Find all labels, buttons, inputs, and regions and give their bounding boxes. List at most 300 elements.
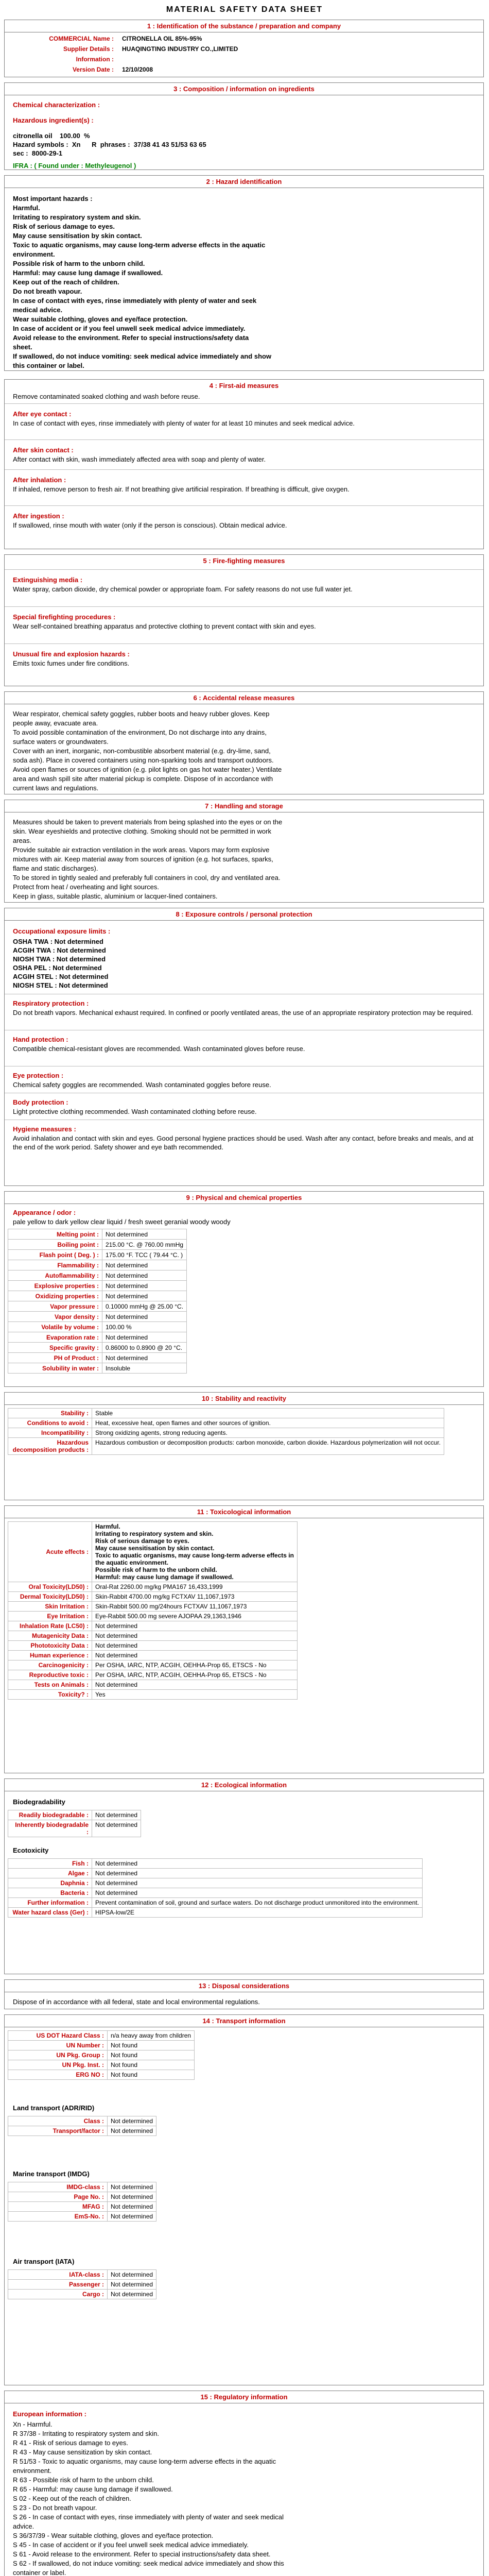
limit-item: NIOSH STEL : Not determined <box>13 981 108 989</box>
row-label: Flammability : <box>8 1260 102 1270</box>
row-value: Oral-Rat 2260.00 mg/kg PMA167 16,433,1999 <box>92 1582 298 1592</box>
row-value: Not determined <box>102 1281 187 1291</box>
acute-effect-line: Harmful. <box>95 1523 120 1530</box>
row-value: Not determined <box>102 1229 187 1240</box>
s1-row: Information : <box>76 56 114 63</box>
text-line: Avoid release to the environment. Refer to special instructions/safety data <box>13 334 249 342</box>
row-value: Hazardous combustion or decomposition products: carbon monoxide, carbon dioxide. Hazardous polymerization will not occur. <box>92 1438 444 1455</box>
row-label: Acute effects : <box>8 1522 92 1582</box>
table-row <box>8 1291 187 1301</box>
acute-effect-line: Harmful: may cause lung damage if swallowed. <box>95 1573 234 1581</box>
composition-line: citronella oil 100.00 % <box>13 132 90 140</box>
composition-line: sec : 8000-29-1 <box>13 149 63 157</box>
european-info-label: European information : <box>13 2410 86 2418</box>
first-aid-text: After contact with skin, wash immediately affected area with soap and plenty of water. <box>13 455 266 463</box>
table-row <box>8 1641 298 1651</box>
protection-heading: Respiratory protection : <box>13 999 89 1007</box>
section-ecological <box>4 1778 484 1974</box>
table-row <box>8 1270 187 1281</box>
fire-heading: Extinguishing media : <box>13 576 83 584</box>
table-row <box>8 1660 298 1670</box>
table-row <box>8 2270 156 2280</box>
row-value: Not determined <box>92 1888 423 1898</box>
row-value: Eye-Rabbit 500.00 mg severe AJOPAA 29,1363,1946 <box>92 1612 298 1621</box>
protection-text: Compatible chemical-resistant gloves are recommended. Wash contaminated gloves before reuse. <box>13 1045 305 1053</box>
section-9-heading: 9 : Physical and chemical properties <box>5 1192 483 1204</box>
text-line: medical advice. <box>13 306 63 314</box>
biodegradability-table <box>8 1810 141 1837</box>
appearance-value: pale yellow to dark yellow clear liquid / fresh sweet geranial woody woody <box>13 1218 231 1226</box>
row-value: Not determined <box>102 1270 187 1281</box>
text-line: S 62 - If swallowed, do not induce vomiting: seek medical advice immediately and show this <box>13 2560 284 2567</box>
row-value: Not found <box>108 2050 195 2060</box>
section-physical-properties <box>4 1191 484 1387</box>
text-line: flame and static discharges). <box>13 865 98 872</box>
row-value: Not determined <box>102 1353 187 1363</box>
land-transport-table <box>8 2116 156 2136</box>
row-label: Toxicity? : <box>8 1690 92 1700</box>
row-value: Not determined <box>92 1859 423 1869</box>
table-row <box>8 2280 156 2290</box>
row-label: Autoflammability : <box>8 1270 102 1281</box>
text-line: environment. <box>13 250 55 258</box>
text-line: R 37/38 - Irritating to respiratory system and skin. <box>13 2430 159 2437</box>
row-label: Hazardous decomposition products : <box>8 1438 92 1455</box>
row-value: Not determined <box>92 1878 423 1888</box>
row-value: 0.86000 to 0.8900 @ 20 °C. <box>102 1343 187 1353</box>
row-label: Stability : <box>8 1409 92 1418</box>
text-line: R 63 - Possible risk of harm to the unborn child. <box>13 2476 154 2484</box>
row-value <box>92 1522 298 1582</box>
row-value: Not determined <box>102 1332 187 1343</box>
disposal-text: Dispose of in accordance with all federal, state and local environmental regulations. <box>13 1998 260 2006</box>
row-value: n/a heavy away from children <box>108 2031 195 2041</box>
table-row <box>8 1859 423 1869</box>
section-2-heading: 2 : Hazard identification <box>5 176 483 188</box>
row-label: Further information : <box>8 1898 92 1908</box>
text-line: Most important hazards : <box>13 195 93 202</box>
row-value: Not determined <box>108 2280 156 2290</box>
section-8-heading: 8 : Exposure controls / personal protection <box>5 908 483 921</box>
row-value: Not determined <box>92 1621 298 1631</box>
table-row <box>8 1908 423 1918</box>
composition-line: Hazard symbols : Xn R phrases : 37/38 41 43 51/53 63 65 <box>13 141 206 148</box>
table-row <box>8 1301 187 1312</box>
hazardous-ingredients-label: Hazardous ingredient(s) : <box>13 116 94 124</box>
row-label: MFAG : <box>8 2202 108 2212</box>
row-value: 175.00 °F. TCC ( 79.44 °C. ) <box>102 1250 187 1260</box>
row-label: Solubility in water : <box>8 1363 102 1374</box>
table-row <box>8 2031 195 2041</box>
table-row <box>8 1322 187 1332</box>
row-label: Readily biodegradable : <box>8 1810 92 1820</box>
text-line: Protect from heat / overheating and light sources. <box>13 883 159 891</box>
section-10-heading: 10 : Stability and reactivity <box>5 1393 483 1405</box>
row-label: IMDG-class : <box>8 2182 108 2192</box>
acute-effect-line: Toxic to aquatic organisms, may cause long-term adverse effects in <box>95 1552 294 1559</box>
protection-heading: Hygiene measures : <box>13 1125 76 1133</box>
row-value: 100.00 % <box>102 1322 187 1332</box>
fire-text: Water spray, carbon dioxide, dry chemical powder or appropriate foam. For safety reasons do not use full water jet. <box>13 585 353 593</box>
stability-table <box>8 1408 444 1455</box>
table-row <box>8 1621 298 1631</box>
table-row <box>8 1281 187 1291</box>
table-row <box>8 1651 298 1660</box>
toxicology-table <box>8 1521 298 1700</box>
row-value: Yes <box>92 1690 298 1700</box>
table-row <box>8 1680 298 1690</box>
text-line: this container or label. <box>13 362 84 369</box>
row-value: Not found <box>108 2041 195 2050</box>
text-line: S 23 - Do not breath vapour. <box>13 2504 97 2512</box>
table-row <box>8 1240 187 1250</box>
text-line: S 26 - In case of contact with eyes, rinse immediately with plenty of water and seek medical <box>13 2513 284 2521</box>
text-line: R 43 - May cause sensitization by skin contact. <box>13 2448 152 2456</box>
row-value: Not determined <box>108 2212 156 2222</box>
first-aid-heading: After skin contact : <box>13 446 74 454</box>
section-stability <box>4 1392 484 1500</box>
row-label: Vapor density : <box>8 1312 102 1322</box>
row-label: Water hazard class (Ger) : <box>8 1908 92 1918</box>
table-row <box>8 1522 298 1582</box>
row-value: Stable <box>92 1409 444 1418</box>
protection-text: Do not breath vapors. Mechanical exhaust required. In confined or poorly ventilated areas, the use of an appropriate respiratory protection may be required. <box>13 1009 473 1016</box>
row-label: Human experience : <box>8 1651 92 1660</box>
row-value: Skin-Rabbit 4700.00 mg/kg FCTXAV 11,1067,1973 <box>92 1592 298 1602</box>
table-row <box>8 1631 298 1641</box>
protection-text: Avoid inhalation and contact with skin and eyes. Good personal hygiene practices should be used. Wash after any contact, before breaks and meals, and at the end of the work period. Safety shower and eye bath recommended. <box>13 1134 474 1151</box>
appearance-label: Appearance / odor : <box>13 1209 76 1216</box>
section-hazards <box>4 175 484 371</box>
row-label: Melting point : <box>8 1229 102 1240</box>
document-title: MATERIAL SAFETY DATA SHEET <box>166 5 323 14</box>
row-value: Not determined <box>108 2290 156 2299</box>
section-11-heading: 11 : Toxicological information <box>5 1506 483 1518</box>
text-line: Measures should be taken to prevent materials from being splashed into the eyes or on the <box>13 818 283 826</box>
table-row <box>8 1418 444 1428</box>
row-label: Evaporation rate : <box>8 1332 102 1343</box>
text-line: May cause sensitisation by skin contact. <box>13 232 142 240</box>
ecotoxicity-label: Ecotoxicity <box>13 1846 49 1854</box>
section-7-heading: 7 : Handling and storage <box>5 800 483 812</box>
limit-item: ACGIH TWA : Not determined <box>13 946 106 954</box>
row-value: Not found <box>108 2070 195 2080</box>
table-row <box>8 1878 423 1888</box>
row-label: UN Number : <box>8 2041 108 2050</box>
section-accidental-release <box>4 691 484 794</box>
protection-heading: Hand protection : <box>13 1036 68 1043</box>
table-row <box>8 1260 187 1270</box>
section-transport <box>4 2014 484 2385</box>
row-label: Cargo : <box>8 2290 108 2299</box>
row-value: Not determined <box>108 2182 156 2192</box>
table-row <box>8 2070 195 2080</box>
first-aid-intro: Remove contaminated soaked clothing and wash before reuse. <box>13 393 200 400</box>
row-label: Page No. : <box>8 2192 108 2202</box>
row-label: Passenger : <box>8 2280 108 2290</box>
row-value: Not determined <box>108 2192 156 2202</box>
row-value: Not found <box>108 2060 195 2070</box>
row-value: Not determined <box>92 1641 298 1651</box>
table-row <box>8 1353 187 1363</box>
fire-heading: Special firefighting procedures : <box>13 613 116 621</box>
table-row <box>8 2041 195 2050</box>
chemical-characterization-label: Chemical characterization : <box>13 101 100 109</box>
table-row <box>8 1332 187 1343</box>
row-value: Not determined <box>92 1869 423 1878</box>
section-exposure-controls <box>4 908 484 1186</box>
table-row <box>8 1888 423 1898</box>
table-row <box>8 1690 298 1700</box>
table-row <box>8 1229 187 1240</box>
table-row <box>8 1869 423 1878</box>
protection-text: Chemical safety goggles are recommended. Wash contaminated goggles before reuse. <box>13 1081 271 1089</box>
row-value: Not determined <box>92 1820 141 1837</box>
row-label: Inherently biodegradable : <box>8 1820 92 1837</box>
text-line: Provide suitable air extraction ventilation in the work areas. Vapors may form explosive <box>13 846 270 854</box>
occupational-limits-label: Occupational exposure limits : <box>13 927 111 935</box>
acute-effect-line: May cause sensitisation by skin contact. <box>95 1545 215 1552</box>
table-row <box>8 2290 156 2299</box>
table-row <box>8 2050 195 2060</box>
table-row <box>8 1363 187 1374</box>
protection-heading: Eye protection : <box>13 1072 64 1079</box>
text-line: Avoid open flames or sources of ignition (e.g. pilot lights on gas hot water heater.) Ventilate <box>13 766 282 773</box>
text-line: Harmful: may cause lung damage if swallowed. <box>13 269 163 277</box>
text-line: Keep in glass, suitable plastic, aluminium or lacquer-lined containers. <box>13 892 218 900</box>
row-value: 215.00 °C. @ 760.00 mmHg <box>102 1240 187 1250</box>
row-label: Skin Irritation : <box>8 1602 92 1612</box>
row-label: PH of Product : <box>8 1353 102 1363</box>
biodegradability-label: Biodegradability <box>13 1798 65 1806</box>
table-row <box>8 2060 195 2070</box>
row-label: Bacteria : <box>8 1888 92 1898</box>
section-disposal <box>4 1979 484 2009</box>
text-line: To avoid possible contamination of the environment, Do not discharge into any drains, <box>13 728 267 736</box>
text-line: In case of contact with eyes, rinse immediately with plenty of water and seek <box>13 297 257 304</box>
row-label: EmS-No. : <box>8 2212 108 2222</box>
text-line: Harmful. <box>13 204 40 212</box>
ecotoxicity-table <box>8 1858 423 1918</box>
table-row <box>8 2182 156 2192</box>
section-1-heading: 1 : Identification of the substance / preparation and company <box>5 20 483 32</box>
acute-effect-line: Risk of serious damage to eyes. <box>95 1537 189 1545</box>
table-row <box>8 2126 156 2136</box>
section-3-heading: 3 : Composition / information on ingredients <box>5 83 483 95</box>
table-row <box>8 1592 298 1602</box>
text-line: skin. Wear eyeshields and protective clothing. Smoking should not be permitted in work <box>13 827 271 835</box>
row-label: Incompatibility : <box>8 1428 92 1438</box>
land-transport-label: Land transport (ADR/RID) <box>13 2104 95 2112</box>
protection-heading: Body protection : <box>13 1098 68 1106</box>
row-label: Transport/factor : <box>8 2126 108 2136</box>
text-line: S 02 - Keep out of the reach of children. <box>13 2495 131 2502</box>
row-label: Oxidizing properties : <box>8 1291 102 1301</box>
row-value: Not determined <box>108 2202 156 2212</box>
row-label: ERG NO : <box>8 2070 108 2080</box>
row-value: Not determined <box>92 1651 298 1660</box>
first-aid-text: In case of contact with eyes, rinse immediately with plenty of water for at least 10 minutes and seek medical advice. <box>13 419 355 427</box>
first-aid-text: If swallowed, rinse mouth with water (only if the person is conscious). Obtain medical advice. <box>13 521 287 529</box>
table-row <box>8 1810 141 1820</box>
table-row <box>8 1343 187 1353</box>
section-13-heading: 13 : Disposal considerations <box>5 1980 483 1992</box>
row-label: Specific gravity : <box>8 1343 102 1353</box>
row-label: Fish : <box>8 1859 92 1869</box>
row-value: Skin-Rabbit 500.00 mg/24hours FCTXAV 11,1067,1973 <box>92 1602 298 1612</box>
row-value: Not determined <box>108 2126 156 2136</box>
protection-text: Light protective clothing recommended. Wash contaminated clothing before reuse. <box>13 1108 257 1115</box>
s1-row: Version Date : 12/10/2008 <box>72 66 153 73</box>
table-row <box>8 2116 156 2126</box>
row-value: Heat, excessive heat, open flames and other sources of ignition. <box>92 1418 444 1428</box>
text-line: S 36/37/39 - Wear suitable clothing, gloves and eye/face protection. <box>13 2532 214 2539</box>
table-row <box>8 2192 156 2202</box>
row-value: Insoluble <box>102 1363 187 1374</box>
text-line: S 45 - In case of accident or if you feel unwell seek medical advice immediately. <box>13 2541 249 2549</box>
text-line: Cover with an inert, inorganic, non-combustible absorbent material (e.g. dry-lime, sand, <box>13 747 271 755</box>
text-line: sheet. <box>13 343 32 351</box>
acute-effect-line: Irritating to respiratory system and skin. <box>95 1530 214 1537</box>
fire-heading: Unusual fire and explosion hazards : <box>13 650 130 658</box>
table-row <box>8 1670 298 1680</box>
row-label: IATA-class : <box>8 2270 108 2280</box>
row-value: Not determined <box>92 1810 141 1820</box>
first-aid-heading: After ingestion : <box>13 512 64 520</box>
text-line: advice. <box>13 2522 34 2530</box>
row-label: Eye Irritation : <box>8 1612 92 1621</box>
table-row <box>8 1612 298 1621</box>
row-value: Not determined <box>92 1680 298 1690</box>
marine-transport-table <box>8 2182 156 2222</box>
row-label: Oral Toxicity(LD50) : <box>8 1582 92 1592</box>
row-value: Prevent contamination of soil, ground and surface waters. Do not discharge product unmonitored into the environment. <box>92 1898 423 1908</box>
text-line: If swallowed, do not induce vomiting: seek medical advice immediately and show <box>13 352 272 360</box>
table-row <box>8 1312 187 1322</box>
text-line: environment. <box>13 2467 52 2475</box>
text-line: Do not breath vapour. <box>13 287 82 295</box>
row-label: Reproductive toxic : <box>8 1670 92 1680</box>
text-line: Wear suitable clothing, gloves and eye/face protection. <box>13 315 188 323</box>
section-4-heading: 4 : First-aid measures <box>209 382 279 389</box>
table-row <box>8 1820 141 1837</box>
text-line: mixtures with air. Keep material away from sources of ignition (e.g. hot surfaces, sparks, <box>13 855 273 863</box>
row-label: UN Pkg. Inst. : <box>8 2060 108 2070</box>
section-15-heading: 15 : Regulatory information <box>5 2391 483 2403</box>
row-value: Not determined <box>102 1260 187 1270</box>
ifra-link[interactable]: IFRA : ( Found under : Methyleugenol ) <box>13 162 136 170</box>
text-line: soda ash). Place in covered containers using non-sparking tools and transport outdoors. <box>13 756 274 764</box>
fire-text: Wear self-contained breathing apparatus and protective clothing to prevent contact with skin and eyes. <box>13 622 316 630</box>
text-line: Keep out of the reach of children. <box>13 278 119 286</box>
row-label: Conditions to avoid : <box>8 1418 92 1428</box>
row-label: US DOT Hazard Class : <box>8 2031 108 2041</box>
row-value: Not determined <box>92 1631 298 1641</box>
row-label: Daphnia : <box>8 1878 92 1888</box>
row-value: Not determined <box>108 2116 156 2126</box>
section-first-aid <box>4 379 484 549</box>
text-line: current laws and regulations. <box>13 784 99 792</box>
text-line: Xn - Harmful. <box>13 2420 53 2428</box>
limit-item: OSHA TWA : Not determined <box>13 938 103 945</box>
text-line: S 61 - Avoid release to the environment. Refer to special instructions/safety data sheet. <box>13 2550 271 2558</box>
text-line: Risk of serious damage to eyes. <box>13 223 115 230</box>
limit-item: ACGIH STEL : Not determined <box>13 973 109 980</box>
text-line: Irritating to respiratory system and skin. <box>13 213 141 221</box>
text-line: Toxic to aquatic organisms, may cause long-term adverse effects in the aquatic <box>13 241 266 249</box>
properties-table <box>8 1229 187 1374</box>
acute-effect-line: Possible risk of harm to the unborn child. <box>95 1566 217 1573</box>
row-value: Not determined <box>102 1312 187 1322</box>
air-transport-table <box>8 2269 156 2299</box>
text-line: R 65 - Harmful: may cause lung damage if swallowed. <box>13 2485 173 2493</box>
section-14-heading: 14 : Transport information <box>5 2015 483 2027</box>
first-aid-heading: After inhalation : <box>13 476 66 484</box>
section-12-heading: 12 : Ecological information <box>5 1779 483 1791</box>
text-line: Wear respirator, chemical safety goggles, rubber boots and heavy rubber gloves. Keep <box>13 710 270 718</box>
fire-text: Emits toxic fumes under fire conditions. <box>13 659 130 667</box>
section-fire-fighting <box>4 554 484 686</box>
row-label: Class : <box>8 2116 108 2126</box>
row-value: HIPSA-low/2E <box>92 1908 423 1918</box>
row-label: Inhalation Rate (LC50) : <box>8 1621 92 1631</box>
first-aid-text: If inhaled, remove person to fresh air. If not breathing give artificial respiration. If breathing is difficult, give oxygen. <box>13 485 350 493</box>
row-label: Phototoxicity Data : <box>8 1641 92 1651</box>
section-identification <box>4 20 484 77</box>
row-label: Tests on Animals : <box>8 1680 92 1690</box>
s1-row: Supplier Details : HUAQINGTING INDUSTRY CO.,LIMITED <box>63 45 238 53</box>
row-label: UN Pkg. Group : <box>8 2050 108 2060</box>
marine-transport-label: Marine transport (IMDG) <box>13 2170 90 2178</box>
table-row <box>8 1582 298 1592</box>
first-aid-heading: After eye contact : <box>13 410 72 418</box>
text-line: surface waters or groundwaters. <box>13 738 109 745</box>
row-value: Per OSHA, IARC, NTP, ACGIH, OEHHA-Prop 65, ETSCS - No <box>92 1660 298 1670</box>
table-row <box>8 1250 187 1260</box>
section-5-heading: 5 : Fire-fighting measures <box>203 557 285 565</box>
row-label: Carcinogenicity : <box>8 1660 92 1670</box>
section-composition <box>4 82 484 170</box>
row-label: Dermal Toxicity(LD50) : <box>8 1592 92 1602</box>
row-label: Vapor pressure : <box>8 1301 102 1312</box>
row-value: Not determined <box>108 2270 156 2280</box>
text-line: R 41 - Risk of serious damage to eyes. <box>13 2439 128 2447</box>
row-label: Explosive properties : <box>8 1281 102 1291</box>
transport-us-table <box>8 2030 195 2080</box>
row-label: Volatile by volume : <box>8 1322 102 1332</box>
row-value: 0.10000 mmHg @ 25.00 °C. <box>102 1301 187 1312</box>
table-row <box>8 2212 156 2222</box>
text-line: people away, evacuate area. <box>13 719 98 727</box>
table-row <box>8 1898 423 1908</box>
row-label: Algae : <box>8 1869 92 1878</box>
text-line: areas. <box>13 837 32 844</box>
section-6-heading: 6 : Accidental release measures <box>5 692 483 704</box>
table-row <box>8 1602 298 1612</box>
text-line: R 51/53 - Toxic to aquatic organisms, may cause long-term adverse effects in the aquatic <box>13 2458 276 2465</box>
s1-row: COMMERCIAL Name : CITRONELLA OIL 85%-95% <box>49 35 202 42</box>
section-handling-storage <box>4 800 484 903</box>
limit-item: NIOSH TWA : Not determined <box>13 955 106 963</box>
row-label: Flash point ( Deg. ) : <box>8 1250 102 1260</box>
section-regulatory <box>4 2391 484 2576</box>
row-label: Boiling point : <box>8 1240 102 1250</box>
acute-effect-line: the aquatic environment. <box>95 1559 169 1566</box>
text-line: area and wash spill site after material pickup is complete. Dispose of in accordance with <box>13 775 273 783</box>
table-row <box>8 2202 156 2212</box>
table-row <box>8 1409 444 1418</box>
text-line: Possible risk of harm to the unborn child. <box>13 260 145 267</box>
